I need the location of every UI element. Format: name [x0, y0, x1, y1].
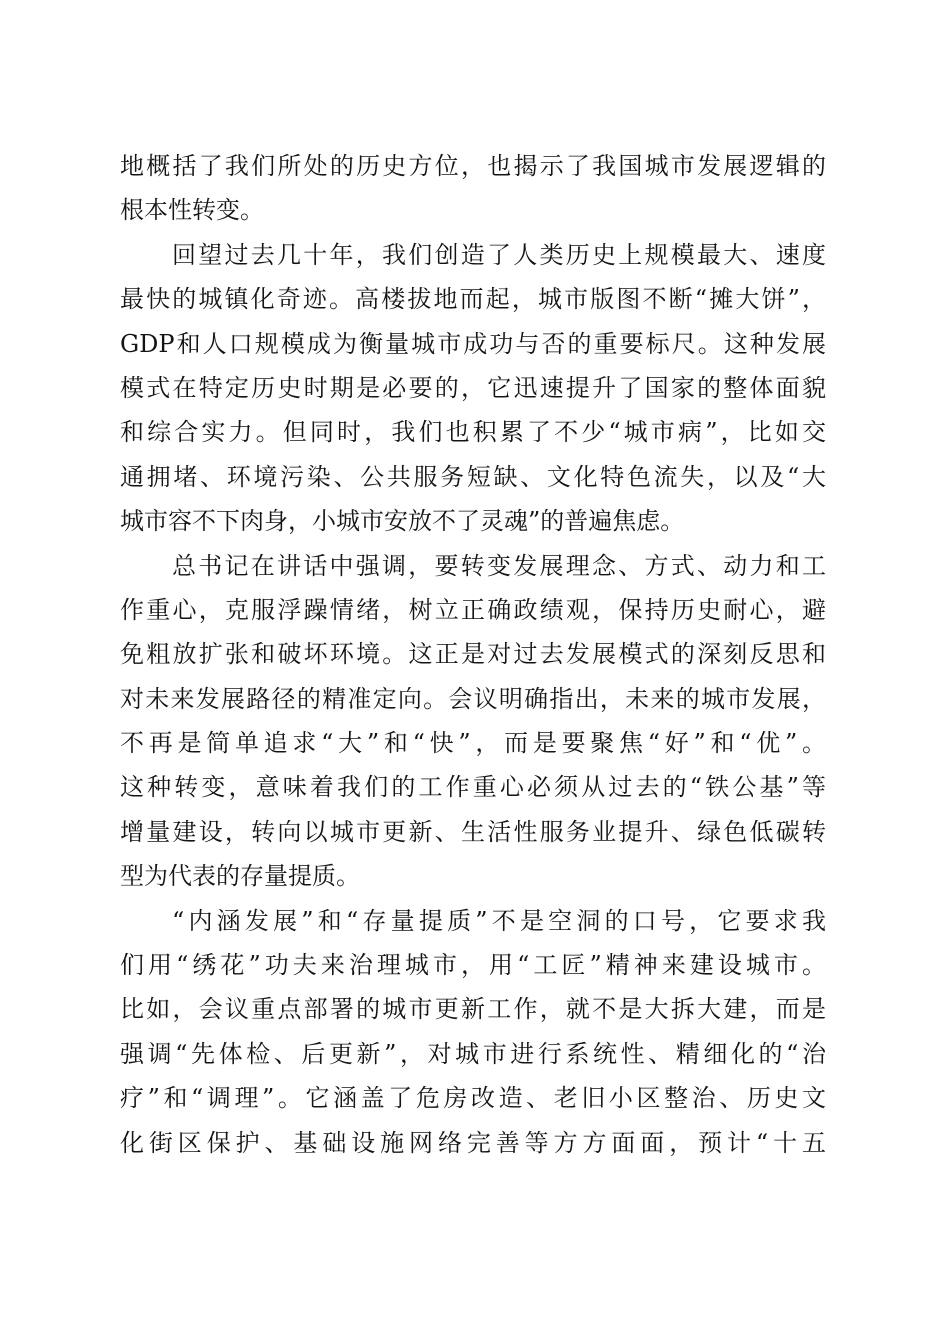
text-line: 不再是简单追求“大”和“快”，而是要聚焦“好”和“优”。: [120, 729, 826, 758]
text-line: 增量建设，转向以城市更新、生活性服务业提升、绿色低碳转: [120, 817, 826, 846]
text-line: 强调“先体检、后更新”，对城市进行系统性、精细化的“治: [120, 1039, 826, 1068]
text-line: 根本性转变。: [120, 196, 264, 225]
text-line: 们用“绣花”功夫来治理城市，用“工匠”精神来建设城市。: [120, 951, 826, 980]
text-line: 对未来发展路径的精准定向。会议明确指出，未来的城市发展，: [120, 684, 826, 713]
text-line: 作重心，克服浮躁情绪，树立正确政绩观，保持历史耐心，避: [120, 595, 826, 624]
text-line: 通拥堵、环境污染、公共服务短缺、文化特色流失，以及“大: [120, 462, 826, 491]
body-text: [120, 144, 826, 1165]
text-line: 比如，会议重点部署的城市更新工作，就不是大拆大建，而是: [120, 995, 826, 1024]
text-line: 和综合实力。但同时，我们也积累了不少“城市病”，比如交: [120, 418, 826, 447]
text-line: 免粗放扩张和破坏环境。这正是对过去发展模式的深刻反思和: [120, 640, 826, 669]
text-line: “内涵发展”和“存量提质”不是空洞的口号，它要求我: [172, 906, 826, 935]
text-line: 模式在特定历史时期是必要的，它迅速提升了国家的整体面貌: [120, 373, 826, 402]
text-line: 型为代表的存量提质。: [120, 862, 360, 891]
text-line: 这种转变，意味着我们的工作重心必须从过去的“铁公基”等: [120, 773, 826, 802]
text-line: 疗”和“调理”。它涵盖了危房改造、老旧小区整治、历史文: [120, 1084, 826, 1113]
text-line: 总书记在讲话中强调，要转变发展理念、方式、动力和工: [172, 551, 826, 580]
text-line: 回望过去几十年，我们创造了人类历史上规模最大、速度: [172, 240, 826, 269]
text-line: 城市容不下肉身，小城市安放不了灵魂”的普遍焦虑。: [120, 507, 685, 536]
text-line: 化街区保护、基础设施网络完善等方方面面，预计“十五: [120, 1128, 826, 1157]
text-line: GDP和人口规模成为衡量城市成功与否的重要标尺。这种发展: [120, 329, 826, 358]
text-line: 地概括了我们所处的历史方位，也揭示了我国城市发展逻辑的: [120, 152, 826, 180]
text-line: 最快的城镇化奇迹。高楼拔地而起，城市版图不断“摊大饼”，: [120, 285, 826, 314]
